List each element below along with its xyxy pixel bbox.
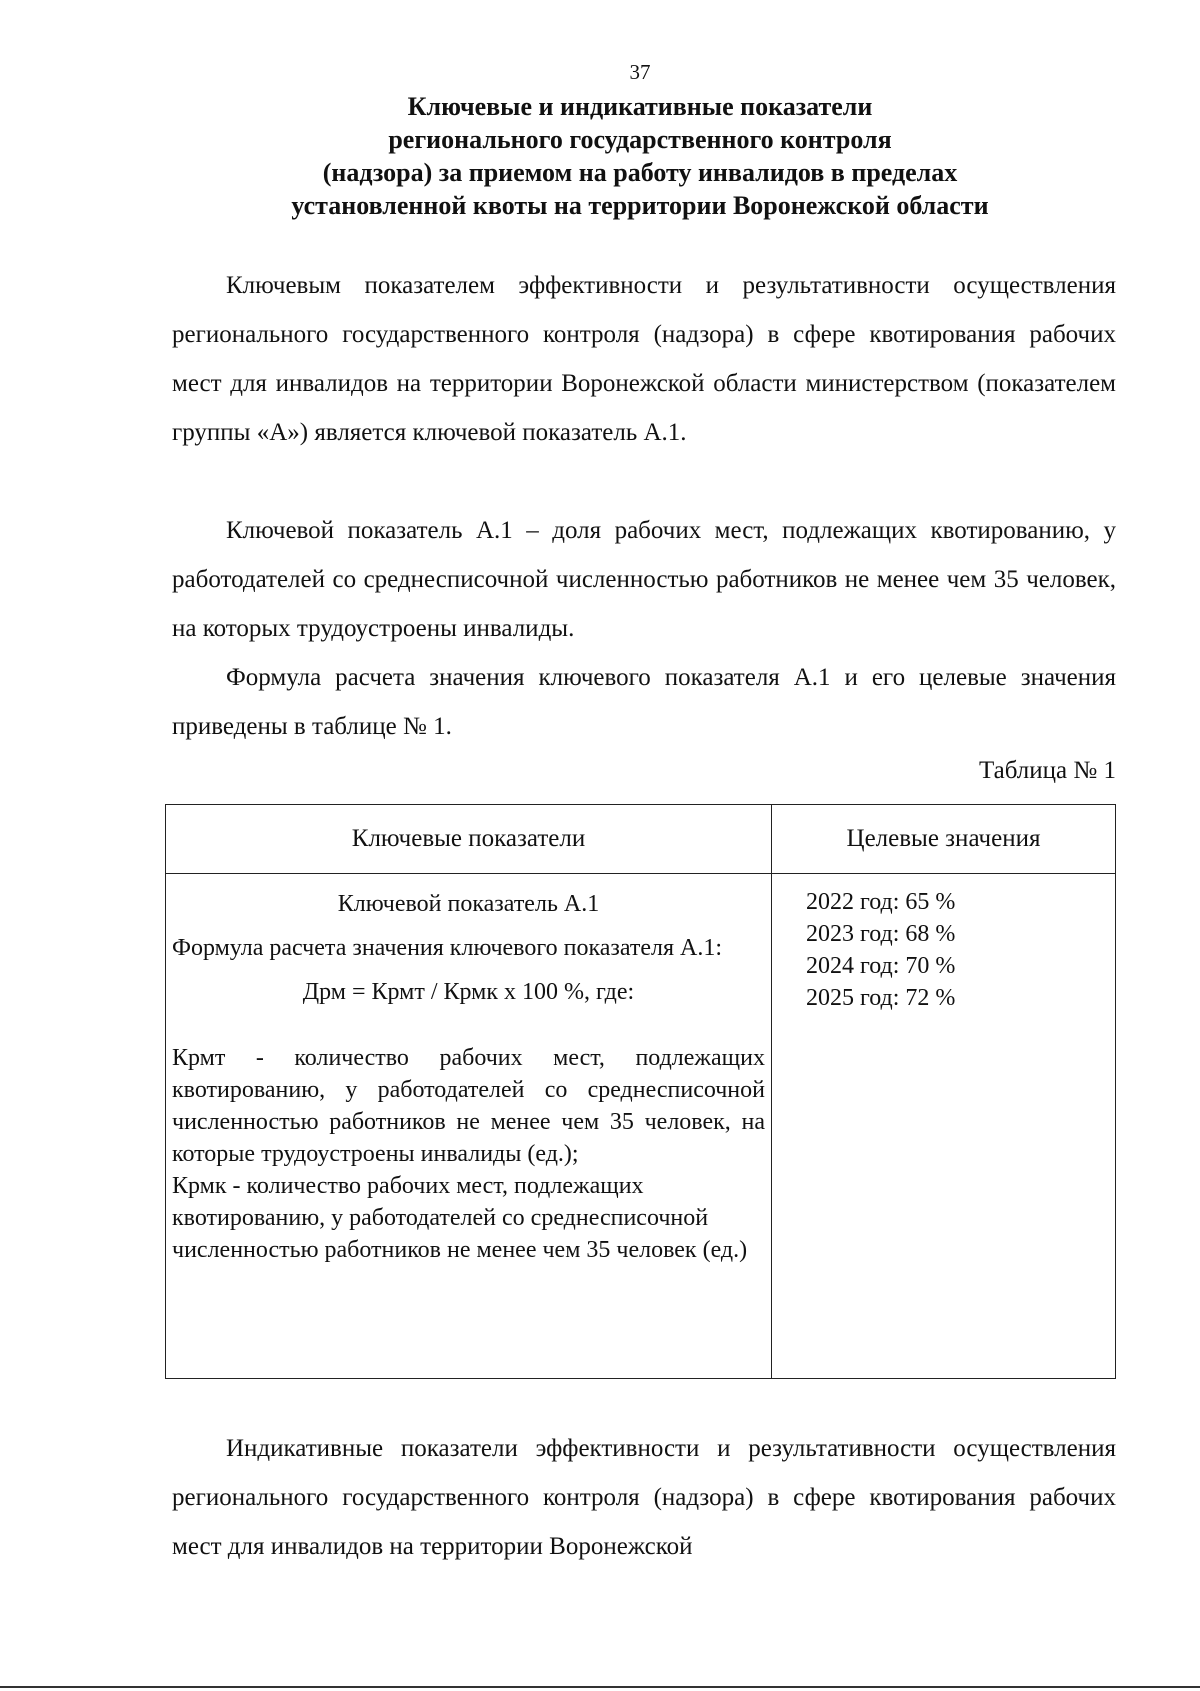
paragraph-formula-reference: Формула расчета значения ключевого показателя А.1 и его целевые значения приведены в таблице № 1. [172,664,1116,740]
table-header-target-values: Целевые значения [772,805,1116,874]
definition-krmk: Крмк - количество рабочих мест, подлежащих квотированию, у работодателей со среднесписочной численностью работников не менее чем 35 человек (ед.) [172,1173,748,1263]
title-line-1: Ключевые и индикативные показатели [407,92,873,121]
indicator-title: Ключевой показатель А.1 [337,891,600,917]
formula-label: Формула расчета значения ключевого показателя А.1: [172,935,723,961]
target-value: 2025 год: 72 % [806,985,956,1011]
document-title [240,90,1040,222]
page-number: 37 [629,60,651,84]
indicator-cell [166,874,772,1379]
targets-cell [772,874,1116,1379]
table-caption: Таблица № 1 [978,757,1116,784]
key-indicators-table [165,804,1116,1379]
formula: Дрм = Крмт / Крмк х 100 %, где: [302,979,635,1005]
definition-krmt: Крмт - количество рабочих мест, подлежащих квотированию, у работодателей со среднесписочной численностью работников не менее чем 35 человек, на которые трудоустроены инвалиды (ед.); [172,1045,765,1167]
paragraph-key-indicator-intro: Ключевым показателем эффективности и результативности осуществления регионального государственного контроля (надзора) в сфере квотирования рабочих мест для инвалидов на территории Воронежской области министерством (показателем группы «А») является ключевой показатель А.1. [172,272,1116,446]
table-row [166,874,1116,1379]
target-value: 2023 год: 68 % [806,921,956,947]
title-line-2: регионального государственного контроля [388,125,892,154]
table-header-key-indicators: Ключевые показатели [166,805,772,874]
target-value: 2024 год: 70 % [806,953,956,979]
page-bottom-rule [0,1686,1200,1688]
paragraph-indicative-indicators: Индикативные показатели эффективности и результативности осуществления регионального государственного контроля (надзора) в сфере квотирования рабочих мест для инвалидов на территории Воронежской [172,1435,1116,1560]
title-line-4: установленной квоты на территории Воронежской области [291,191,989,220]
table-header-row [166,805,1116,874]
paragraph-key-indicator-definition: Ключевой показатель А.1 – доля рабочих мест, подлежащих квотированию, у работодателей со среднесписочной численностью работников не менее чем 35 человек, на которых трудоустроены инвалиды. [172,517,1116,642]
target-value: 2022 год: 65 % [806,889,956,915]
title-line-3: (надзора) за приемом на работу инвалидов в пределах [322,158,958,187]
